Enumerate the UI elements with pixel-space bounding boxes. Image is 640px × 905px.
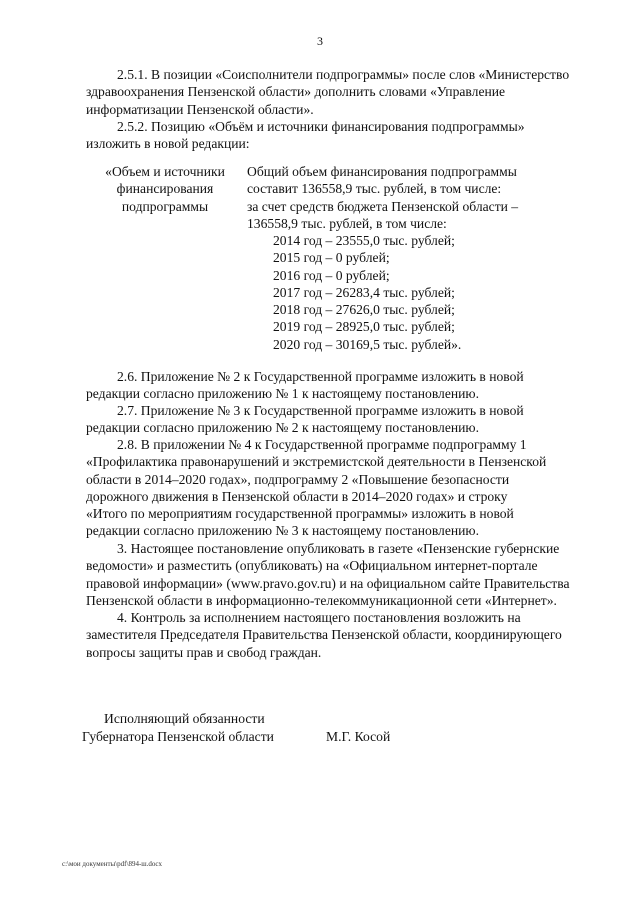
paragraph-2-8 [86, 436, 597, 540]
text-line: составит 136558,9 тыс. рублей, в том числе: [247, 181, 502, 197]
text-line: «Объем и источники [105, 164, 225, 179]
text-line: редакции согласно приложению № 1 к настоящему постановлению. [86, 386, 479, 402]
text-line: 136558,9 тыс. рублей, в том числе: [247, 215, 447, 231]
text-line: 4. Контроль за исполнением настоящего постановления возложить на [117, 610, 521, 625]
text-line: ведомости» и разместить (опубликовать) на «Официальном интернет-портале [86, 558, 538, 574]
text-line: редакции согласно приложению № 2 к настоящему постановлению. [86, 420, 479, 436]
text-line: финансирования [116, 181, 214, 197]
year-line: 2016 год – 0 рублей; [273, 267, 390, 283]
text-line: редакции согласно приложению № 3 к настоящему постановлению. [86, 523, 479, 539]
file-path-footer: c:\мои документы\pdf\894-ш.docx [62, 860, 163, 868]
text-line: 2.7. Приложение № 3 к Государственной программе изложить в новой [117, 403, 524, 418]
signatory-title-line1: Исполняющий обязанности [104, 711, 265, 726]
paragraph-4 [86, 609, 597, 661]
paragraph-2-6 [86, 368, 597, 403]
text-line: дорожного движения в Пензенской области в 2014–2020 годах» и строку [86, 488, 508, 504]
signatory-title-line2: Губернатора Пензенской области [82, 729, 274, 744]
text-line: подпрограммы [121, 198, 209, 214]
paragraph-2-5-2 [86, 118, 597, 153]
text-line: за счет средств бюджета Пензенской области – [247, 198, 519, 214]
text-line: правовой информации» (www.pravo.gov.ru) и на официальном сайте Правительства [86, 575, 570, 591]
year-line: 2014 год – 23555,0 тыс. рублей; [273, 233, 455, 248]
paragraph-3 [86, 540, 597, 609]
year-line: 2017 год – 26283,4 тыс. рублей; [273, 284, 455, 300]
text-line: Общий объем финансирования подпрограммы [247, 164, 517, 179]
table-position-value [247, 163, 598, 232]
text-line: информатизации Пензенской области». [86, 101, 314, 117]
text-line: 2.5.2. Позицию «Объём и источники финансирования подпрограммы» [117, 119, 525, 134]
text-line: заместителя Председателя Правительства Пензенской области, координирующего [86, 627, 562, 643]
text-line: 3. Настоящее постановление опубликовать в газете «Пензенские губернские [117, 541, 560, 556]
year-line: 2020 год – 30169,5 тыс. рублей». [273, 336, 462, 352]
text-line: 2.6. Приложение № 2 к Государственной программе изложить в новой [117, 369, 524, 384]
funding-by-year [273, 232, 461, 353]
table-position-label [86, 163, 244, 215]
text-line: изложить в новой редакции: [86, 136, 250, 152]
text-line: области в 2014–2020 годах», подпрограмму 2 «Повышение безопасности [86, 471, 510, 487]
year-line: 2019 год – 28925,0 тыс. рублей; [273, 319, 455, 335]
text-line: «Итого по мероприятиям государственной программы» изложить в новой [86, 506, 514, 522]
paragraph-2-7 [86, 402, 597, 437]
text-line: «Профилактика правонарушений и экстремистской деятельности в Пензенской [86, 454, 547, 470]
text-line: 2.8. В приложении № 4 к Государственной программе подпрограмму 1 [117, 437, 527, 452]
year-line: 2015 год – 0 рублей; [273, 250, 390, 266]
text-line: здравоохранения Пензенской области» дополнить словами «Управление [86, 84, 506, 100]
text-line: вопросы защиты прав и свобод граждан. [86, 644, 322, 660]
signatory-name: М.Г. Косой [326, 729, 391, 744]
text-line: 2.5.1. В позиции «Соисполнители подпрограммы» после слов «Министерство [117, 67, 570, 82]
text-line: Пензенской области в информационно-телекоммуникационной сети «Интернет». [86, 592, 557, 608]
paragraph-2-5-1 [86, 66, 597, 118]
year-line: 2018 год – 27626,0 тыс. рублей; [273, 302, 455, 318]
page-number: 3 [317, 34, 323, 48]
